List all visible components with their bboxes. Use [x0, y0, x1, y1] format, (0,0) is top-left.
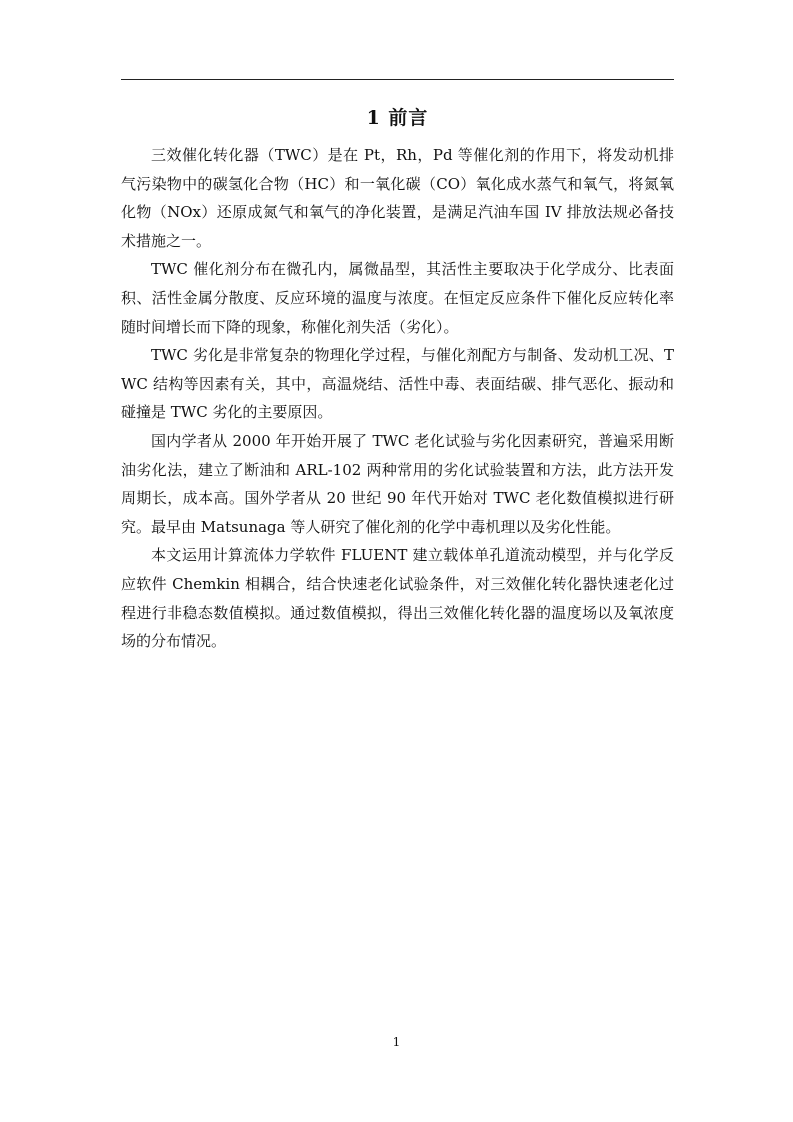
body-text [121, 141, 674, 656]
paragraph-5: 本文运用计算流体力学软件 FLUENT 建立载体单孔道流动模型，并与化学反应软件 Chemkin 相耦合，结合快速老化试验条件，对三效催化转化器快速老化过程进行非稳态数值模拟。通过数值模拟，得出三效催化转化器的温度场以及氧浓度场的分布情况。 [121, 546, 674, 651]
page-number: 1 [392, 1035, 401, 1049]
paragraph-1: 三效催化转化器（TWC）是在 Pt，Rh，Pd 等催化剂的作用下，将发动机排气污染物中的碳氢化合物（HC）和一氧化碳（CO）氧化成水蒸气和氧气，将氮氧化物（NOx）还原成氮气和氧气的净化装置，是满足汽油车国 IV 排放法规必备技术措施之一。 [121, 146, 674, 250]
header-rule [121, 79, 674, 80]
paragraph-3: TWC 劣化是非常复杂的物理化学过程，与催化剂配方与制备、发动机工况、TWC 结构等因素有关，其中，高温烧结、活性中毒、表面结碳、排气恶化、振动和碰撞是 TWC 劣化的主要原因。 [121, 346, 674, 422]
paragraph-4: 国内学者从 2000 年开始开展了 TWC 老化试验与劣化因素研究，普遍采用断油劣化法，建立了断油和 ARL-102 两种常用的劣化试验装置和方法，此方法开发周期长，成本高。国外学者从 20 世纪 90 年代开始对 TWC 老化数值模拟进行研究。最早由 Matsunaga 等人研究了催化剂的化学中毒机理以及劣化性能。 [121, 431, 674, 536]
section-title: 1 前言 [366, 107, 429, 129]
paragraph-2: TWC 催化剂分布在微孔内，属微晶型，其活性主要取决于化学成分、比表面积、活性金属分散度、反应环境的温度与浓度。在恒定反应条件下催化反应转化率随时间增长而下降的现象，称催化剂失活（劣化）。 [121, 260, 674, 336]
